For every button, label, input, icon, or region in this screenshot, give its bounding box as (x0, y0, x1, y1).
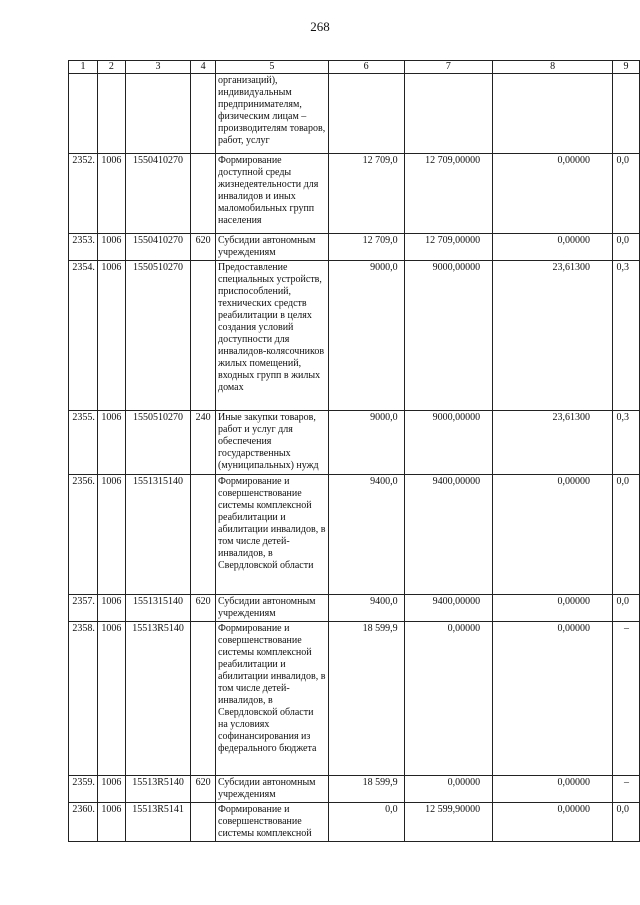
column-header: 1 (69, 61, 98, 74)
target-article-code: 1550510270 (125, 261, 191, 411)
expense-type-code (191, 622, 216, 776)
amount-col6 (328, 74, 404, 154)
amount-col8: 23,61300 (493, 411, 613, 475)
amount-col8: 0,00000 (493, 776, 613, 803)
target-article-code: 15513R5140 (125, 622, 191, 776)
percent-col9: 0,3 (613, 411, 640, 475)
amount-col8: 0,00000 (493, 234, 613, 261)
amount-col6: 0,0 (328, 803, 404, 842)
item-name: Субсидии автономным учреждениям (216, 776, 329, 803)
column-header: 7 (404, 61, 493, 74)
column-header: 4 (191, 61, 216, 74)
expense-type-code: 620 (191, 776, 216, 803)
item-name: организаций), индивидуальным предпринимателям, физическим лицам – производителям товаров, работ, услуг (216, 74, 329, 154)
table-row (69, 776, 640, 803)
amount-col6: 9400,0 (328, 475, 404, 595)
amount-col8 (493, 74, 613, 154)
target-article-code: 15513R5140 (125, 776, 191, 803)
amount-col6: 9000,0 (328, 411, 404, 475)
target-article-code (125, 74, 191, 154)
expense-type-code (191, 803, 216, 842)
column-header: 9 (613, 61, 640, 74)
row-number: 2354. (69, 261, 98, 411)
row-number: 2360. (69, 803, 98, 842)
column-header: 2 (97, 61, 125, 74)
amount-col7: 9000,00000 (404, 261, 493, 411)
amount-col7: 0,00000 (404, 622, 493, 776)
amount-col8: 0,00000 (493, 475, 613, 595)
percent-col9: – (613, 776, 640, 803)
item-name: Формирование и совершенствование системы комплексной реабилитации и абилитации инвалидов, в том числе детей-инвалидов, в Свердловской области на условиях софинансирования из федерального бюджета (216, 622, 329, 776)
table-row (69, 803, 640, 842)
row-number: 2356. (69, 475, 98, 595)
column-header: 8 (493, 61, 613, 74)
table-row (69, 411, 640, 475)
amount-col8: 23,61300 (493, 261, 613, 411)
expense-type-code: 620 (191, 595, 216, 622)
section-code: 1006 (97, 234, 125, 261)
amount-col7: 9000,00000 (404, 411, 493, 475)
expense-type-code: 620 (191, 234, 216, 261)
table-row (69, 475, 640, 595)
amount-col6: 9400,0 (328, 595, 404, 622)
column-header: 6 (328, 61, 404, 74)
row-number: 2355. (69, 411, 98, 475)
amount-col6: 18 599,9 (328, 622, 404, 776)
amount-col8: 0,00000 (493, 622, 613, 776)
section-code: 1006 (97, 595, 125, 622)
column-header: 3 (125, 61, 191, 74)
table-row (69, 261, 640, 411)
budget-table (68, 60, 640, 842)
row-number: 2358. (69, 622, 98, 776)
target-article-code: 15513R5141 (125, 803, 191, 842)
percent-col9: – (613, 622, 640, 776)
row-number (69, 74, 98, 154)
target-article-code: 1551315140 (125, 475, 191, 595)
expense-type-code: 240 (191, 411, 216, 475)
table-row (69, 595, 640, 622)
section-code (97, 74, 125, 154)
expense-type-code (191, 74, 216, 154)
target-article-code: 1550410270 (125, 154, 191, 234)
row-number: 2357. (69, 595, 98, 622)
item-name: Субсидии автономным учреждениям (216, 595, 329, 622)
table-row (69, 622, 640, 776)
percent-col9: 0,3 (613, 261, 640, 411)
amount-col7: 12 709,00000 (404, 234, 493, 261)
amount-col7: 12 709,00000 (404, 154, 493, 234)
column-header: 5 (216, 61, 329, 74)
item-name: Субсидии автономным учреждениям (216, 234, 329, 261)
page-number: 268 (310, 19, 330, 34)
section-code: 1006 (97, 411, 125, 475)
amount-col8: 0,00000 (493, 154, 613, 234)
expense-type-code (191, 475, 216, 595)
amount-col7: 9400,00000 (404, 475, 493, 595)
item-name: Формирование и совершенствование системы комплексной реабилитации и абилитации инвалидов, в том числе детей-инвалидов, в Свердловской области (216, 475, 329, 595)
table-row (69, 154, 640, 234)
percent-col9: 0,0 (613, 154, 640, 234)
target-article-code: 1550510270 (125, 411, 191, 475)
row-number: 2353. (69, 234, 98, 261)
item-name: Иные закупки товаров, работ и услуг для обеспечения государственных (муниципальных) нужд (216, 411, 329, 475)
amount-col6: 9000,0 (328, 261, 404, 411)
item-name: Формирование и совершенствование системы комплексной (216, 803, 329, 842)
item-name: Предоставление специальных устройств, приспособлений, технических средств реабилитации в целях создания условий доступности для инвалидов-колясочников жилых помещений, входных групп в жилых домах (216, 261, 329, 411)
percent-col9: 0,0 (613, 234, 640, 261)
amount-col6: 12 709,0 (328, 234, 404, 261)
amount-col7 (404, 74, 493, 154)
section-code: 1006 (97, 776, 125, 803)
target-article-code: 1551315140 (125, 595, 191, 622)
amount-col6: 18 599,9 (328, 776, 404, 803)
header-row (69, 61, 640, 74)
section-code: 1006 (97, 261, 125, 411)
amount-col8: 0,00000 (493, 595, 613, 622)
percent-col9: 0,0 (613, 595, 640, 622)
amount-col7: 12 599,90000 (404, 803, 493, 842)
row-number: 2352. (69, 154, 98, 234)
item-name: Формирование доступной среды жизнедеятельности для инвалидов и иных маломобильных групп населения (216, 154, 329, 234)
section-code: 1006 (97, 803, 125, 842)
table-row (69, 234, 640, 261)
section-code: 1006 (97, 154, 125, 234)
amount-col7: 0,00000 (404, 776, 493, 803)
amount-col7: 9400,00000 (404, 595, 493, 622)
expense-type-code (191, 261, 216, 411)
row-number: 2359. (69, 776, 98, 803)
section-code: 1006 (97, 622, 125, 776)
percent-col9: 0,0 (613, 475, 640, 595)
expense-type-code (191, 154, 216, 234)
amount-col8: 0,00000 (493, 803, 613, 842)
percent-col9 (613, 74, 640, 154)
target-article-code: 1550410270 (125, 234, 191, 261)
percent-col9: 0,0 (613, 803, 640, 842)
amount-col6: 12 709,0 (328, 154, 404, 234)
section-code: 1006 (97, 475, 125, 595)
table-row (69, 74, 640, 154)
